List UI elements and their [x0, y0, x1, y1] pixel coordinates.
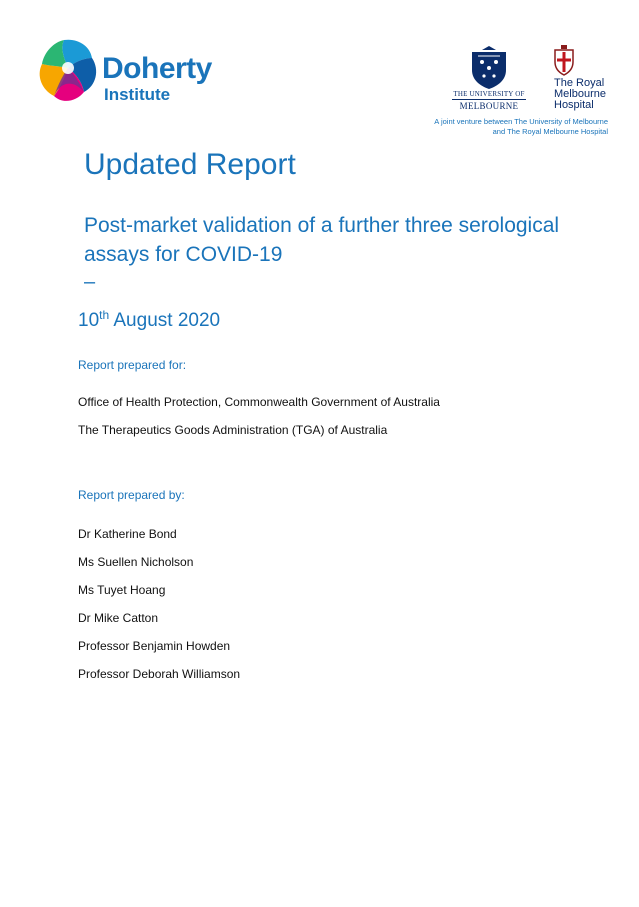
author-name: Ms Tuyet Hoang [78, 583, 166, 597]
university-name-line2: MELBOURNE [452, 99, 526, 111]
date-suffix: th [99, 308, 110, 322]
author-name: Professor Deborah Williamson [78, 667, 241, 681]
joint-venture-line1: A joint venture between The University of Melbourne [434, 117, 608, 126]
royal-melbourne-hospital-logo [548, 44, 618, 116]
university-of-melbourne-logo [452, 44, 526, 114]
hospital-crest-icon [552, 44, 576, 76]
doherty-subtitle: Institute [104, 85, 171, 104]
report-subtitle: Post-market validation of a further three serological assays for COVID-19 [84, 214, 560, 266]
prepared-for-item: Office of Health Protection, Commonwealth Government of Australia [78, 395, 440, 409]
author-name: Dr Katherine Bond [78, 527, 177, 541]
joint-venture-note [380, 117, 608, 137]
date-day: 10 [78, 310, 100, 331]
title-dash: – [84, 271, 96, 293]
prepared-for-item: The Therapeutics Goods Administration (TGA) of Australia [78, 423, 388, 437]
university-crest-icon [452, 44, 526, 90]
hospital-name-line3: Hospital [554, 99, 594, 111]
author-name: Ms Suellen Nicholson [78, 555, 194, 569]
hospital-name [554, 78, 618, 111]
author-name: Professor Benjamin Howden [78, 639, 231, 653]
doherty-name: Doherty [102, 52, 212, 85]
page-title: Updated Report [84, 148, 296, 181]
prepared-by-label: Report prepared by: [78, 488, 185, 502]
hospital-name-line1: The Royal [554, 77, 605, 89]
university-name-line1: THE UNIVERSITY OF [453, 90, 525, 98]
date-rest: August 2020 [109, 310, 221, 331]
author-name: Dr Mike Catton [78, 611, 159, 625]
doherty-logo [34, 36, 234, 112]
hospital-name-line2: Melbourne [554, 88, 606, 100]
report-date [78, 308, 220, 334]
joint-venture-line2: and The Royal Melbourne Hospital [492, 127, 608, 136]
prepared-for-label: Report prepared for: [78, 358, 187, 372]
doherty-mark-icon [34, 36, 100, 112]
